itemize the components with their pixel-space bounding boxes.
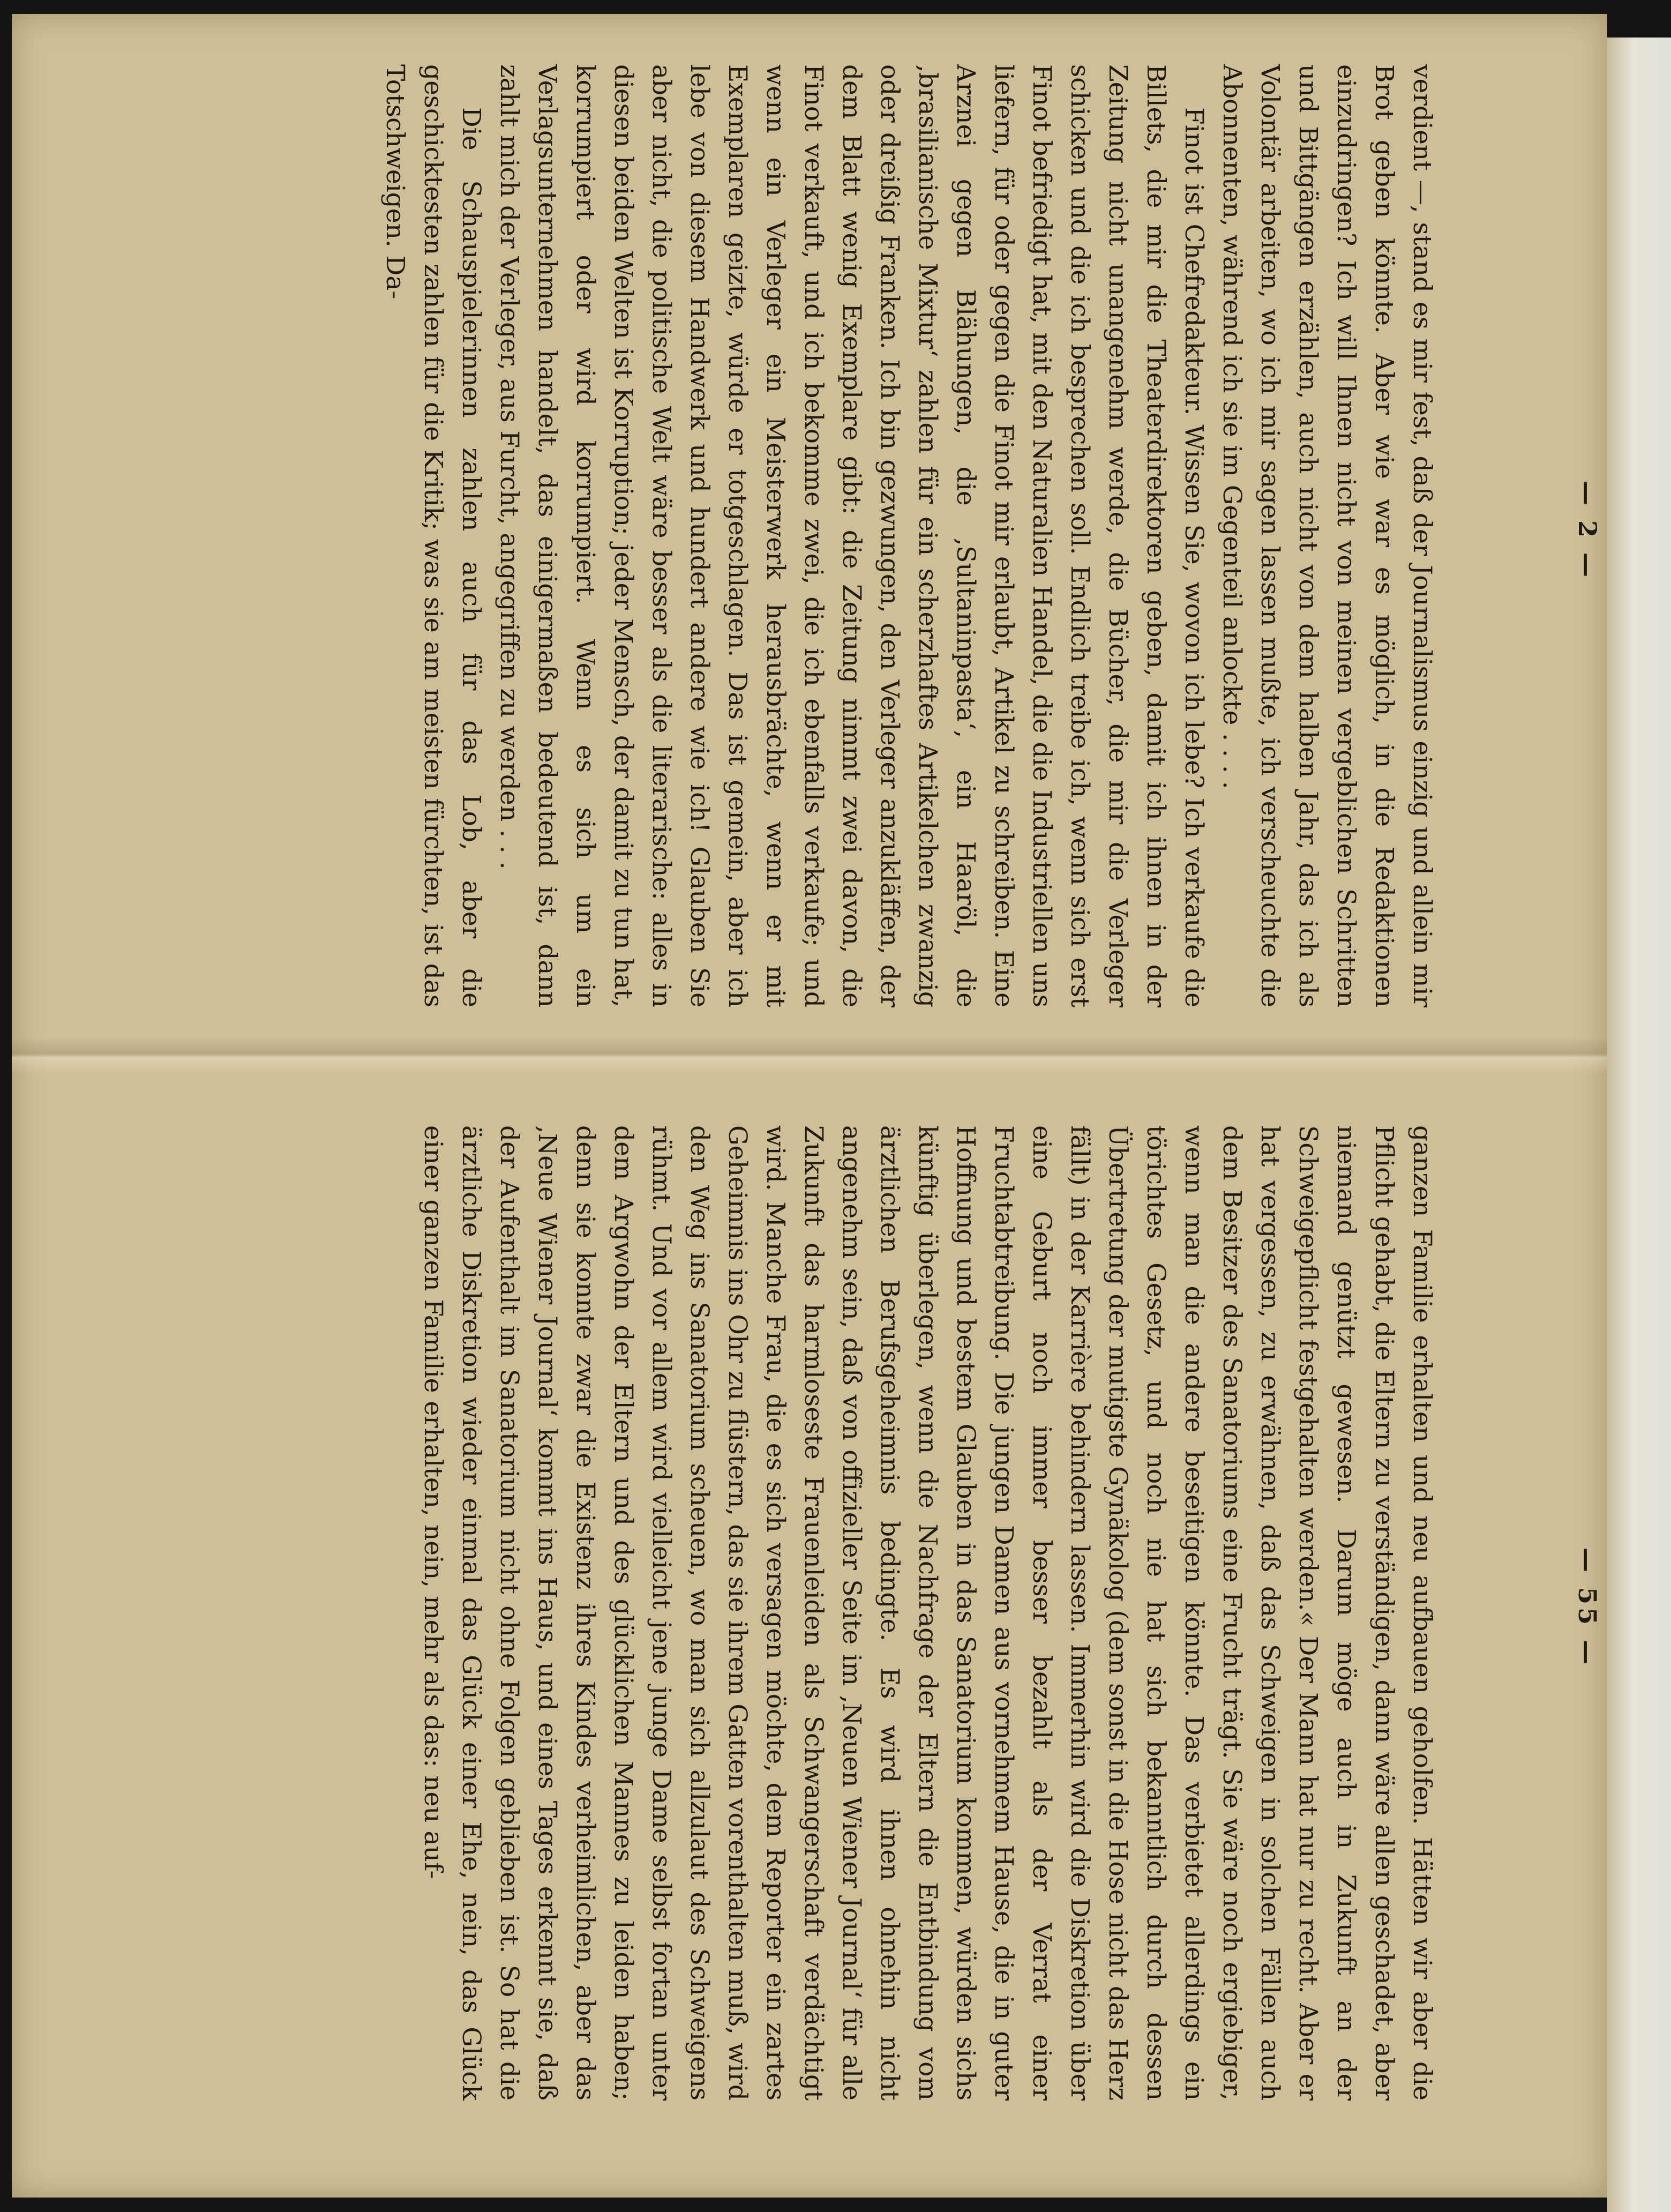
paragraph: ganzen Familie erhalten und neu aufbauen geholfen. Hätten wir aber die Pflicht gehabt, die Eltern zu verständigen, dann wäre allen geschadet, aber niemand genützt gewesen. Darum möge auch in Zukunft an der Schweigepflicht festgehalten werden.« Der Mann hat nur zu recht. Aber er hat vergessen, zu erwähnen, daß das Schweigen in solchen Fällen auch dem Besitzer des Sanatoriums eine Frucht trägt. Sie wäre noch ergiebiger, wenn man die andere beseitigen könnte. Das verbietet allerdings ein törichtes Gesetz, und noch nie hat sich bekanntlich durch dessen Übertretung der mutigste Gynäkolog (dem sonst in die Hose nicht das Herz fällt) in der Karrière behindern lassen. Immerhin wird die Diskretion über eine Geburt noch immer besser bezahlt als der Verrat einer Fruchtabtreibung. Die jungen Damen aus vornehmem Hause, die in guter Hoffnung und bestem Glauben in das Sanatorium kommen, würden sichs künftig überlegen, wenn die Nachfrage der Eltern die Entbindung vom ärztlichen Berufsgeheimnis bedingte. Es wird ihnen ohnehin nicht angenehm sein, daß von offizieller Seite im ‚Neuen Wiener Journal‘ für alle Zukunft das harmloseste Frauenleiden als Schwangerschaft verdächtigt wird. Manche Frau, die es sich versagen möchte, dem Reporter ein zartes Geheimnis ins Ohr zu flüstern, das sie ihrem Gatten vorenthalten muß, wird den Weg ins Sanatorium scheuen, wo man sich allzulaut des Schweigens rühmt. Und vor allem wird vielleicht jene junge Dame selbst fortan unter dem Argwohn der Eltern und des glücklichen Mannes zu leiden haben; denn sie konnte zwar die Existenz ihres Kindes verheimlichen, aber das ‚Neue Wiener Journal‘ kommt ins Haus, und eines Tages erkennt sie, daß der Aufenthalt im Sanatorium nicht ohne Folgen geblieben ist. So hat die ärztliche Diskretion wieder einmal das Glück einer Ehe, nein, das Glück einer ganzen Familie erhalten, nein, mehr als das: neu auf- <box>418 1125 1437 2101</box>
page-body <box>376 64 1441 1007</box>
center-fold <box>12 1037 1607 1074</box>
next-page-edge <box>1607 38 1671 2212</box>
page-number: — 2 — <box>1573 480 1602 581</box>
page-body <box>414 1125 1441 2101</box>
paragraph: Die Schauspielerinnen zahlen auch für das Lob, aber die geschicktesten zahlen für die Kritik; was sie am meisten fürchten, ist das Totschweigen. Da- <box>380 64 486 1007</box>
page-55 <box>155 1093 1602 2122</box>
paragraph: Finot ist Chefredakteur. Wissen Sie, wovon ich lebe? Ich verkaufe die Billets, die mir die Theaterdirektoren geben, damit ich ihnen in der Zeitung nicht unangenehm werde, die Bücher, die mir die Verleger schicken und die ich besprechen soll. Endlich treibe ich, wenn sich erst Finot befriedigt hat, mit den Naturalien Handel, die die Industriellen uns liefern, für oder gegen die Finot mir erlaubt, Artikel zu schreiben. Eine Arznei gegen Blähungen, die ‚Sultaninpasta‘, ein Haaröl, die ‚brasilianische Mixtur‘ zahlen für ein scherzhaftes Artikelchen zwanzig oder dreißig Franken. Ich bin gezwungen, den Verleger anzukläffen, der dem Blatt wenig Exemplare gibt: die Zeitung nimmt zwei davon, die Finot verkauft, und ich bekomme zwei, die ich ebenfalls verkaufe; und wenn ein Verleger ein Meisterwerk herausbrächte, wenn er mit Exemplaren geizte, würde er totgeschlagen. Das ist gemein, aber ich lebe von diesem Handwerk und hundert andere wie ich! Glauben Sie aber nicht, die politische Welt wäre besser als die literarische: alles in diesen beiden Welten ist Korruption; jeder Mensch, der damit zu tun hat, korrumpiert oder wird korrumpiert. Wenn es sich um ein Verlagsunternehmen handelt, das einigermaßen bedeutend ist, dann zahlt mich der Verleger, aus Furcht, angegriffen zu werden . . . <box>494 64 1209 1007</box>
page-2 <box>155 32 1602 1029</box>
paragraph: verdient —, stand es mir fest, daß der Journalismus einzig und allein mir Brot geben könnte. Aber wie war es möglich, in die Redaktionen einzudringen? Ich will Ihnen nicht von meinen vergeblichen Schritten und Bittgängen erzählen, auch nicht von dem halben Jahr, das ich als Volontär arbeiten, wo ich mir sagen lassen mußte, ich verscheuchte die Abonnenten, während ich sie im Gegenteil anlockte . . . . <box>1217 64 1437 1007</box>
page-number: — 55 — <box>1573 1547 1602 1668</box>
